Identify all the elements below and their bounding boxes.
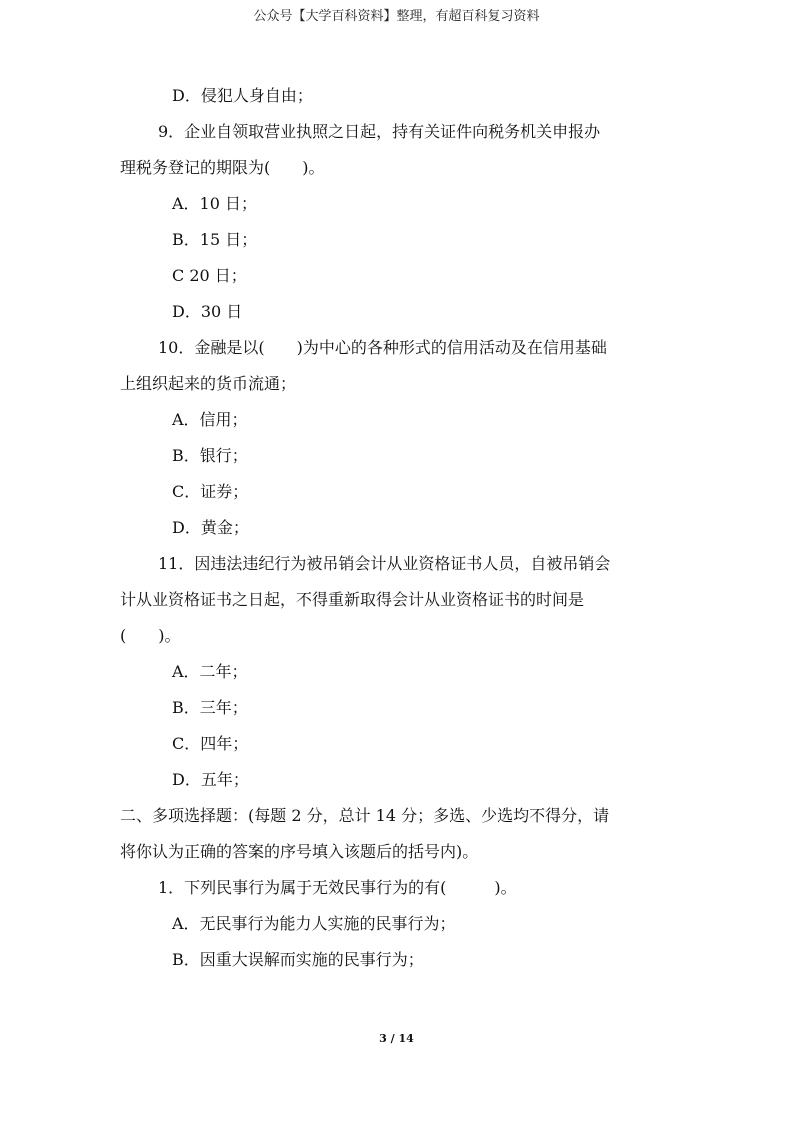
text-line: 计从业资格证书之日起，不得重新取得会计从业资格证书的时间是 (120, 590, 585, 609)
text-line: 理税务登记的期限为( )。 (120, 158, 325, 177)
answer-option: A．信用； (172, 410, 248, 429)
question-text: 9．企业自领取营业执照之日起，持有关证件向税务机关申报办 (158, 122, 601, 141)
document-body (120, 78, 680, 978)
text-line: ( )。 (120, 626, 181, 645)
question-text: 11．因违法违纪行为被吊销会计从业资格证书人员，自被吊销会 (158, 554, 611, 573)
question-text: 1．下列民事行为属于无效民事行为的有( )。 (158, 878, 517, 897)
answer-option: A．无民事行为能力人实施的民事行为； (172, 914, 456, 933)
page-number: 3 / 14 (379, 1032, 414, 1045)
answer-option: B．15 日； (172, 230, 258, 249)
text-line: 将你认为正确的答案的序号填入该题后的括号内)。 (120, 842, 479, 861)
question-text: 10．金融是以( )为中心的各种形式的信用活动及在信用基础 (158, 338, 607, 357)
answer-option: D．侵犯人身自由； (172, 86, 313, 105)
answer-option: A．10 日； (172, 194, 258, 213)
page-header: 公众号【大学百科资料】整理，有超百科复习资料 (253, 9, 540, 24)
answer-option: C 20 日； (172, 266, 247, 285)
answer-option: D．30 日 (172, 302, 243, 321)
text-line: 上组织起来的货币流通； (120, 374, 297, 393)
answer-option: C．四年； (172, 734, 249, 753)
text-line: 二、多项选择题：(每题 2 分，总计 14 分；多选、少选均不得分，请 (120, 806, 610, 825)
answer-option: C．证券； (172, 482, 249, 501)
answer-option: D．五年； (172, 770, 249, 789)
answer-option: A．二年； (172, 662, 248, 681)
answer-option: B．三年； (172, 698, 248, 717)
answer-option: B．因重大误解而实施的民事行为； (172, 950, 424, 969)
answer-option: D．黄金； (172, 518, 249, 537)
answer-option: B．银行； (172, 446, 248, 465)
